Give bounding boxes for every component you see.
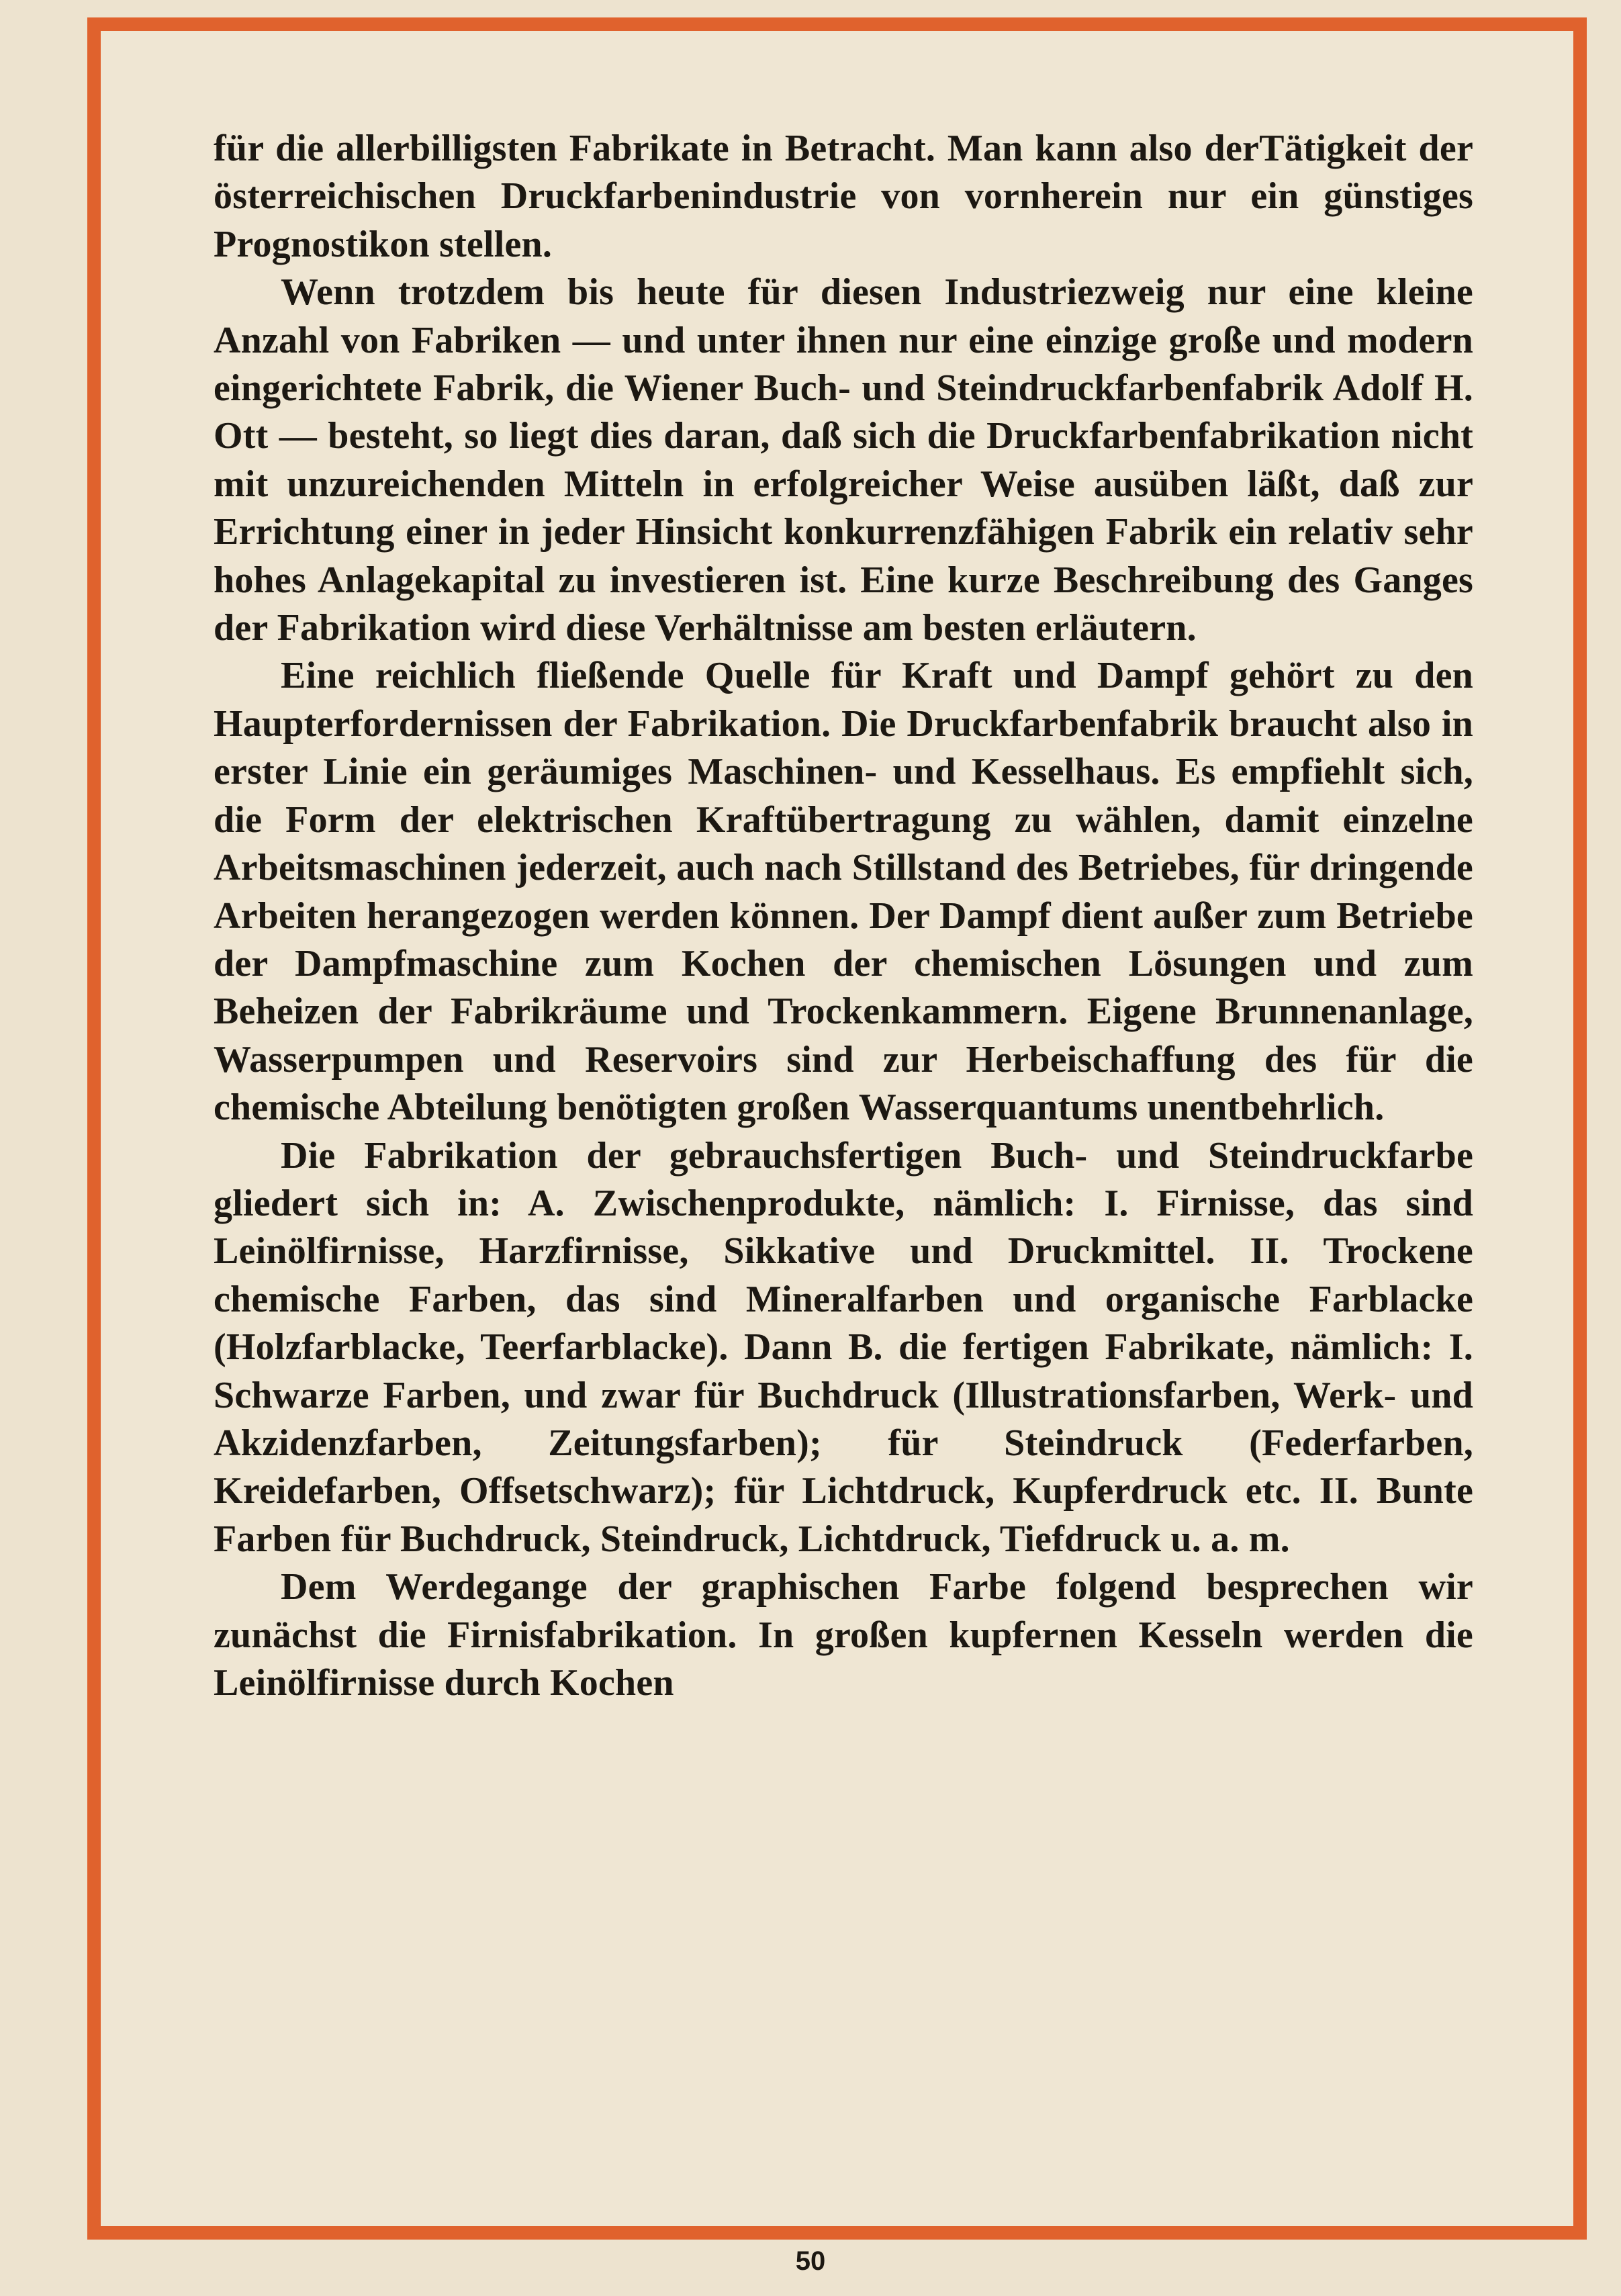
paragraph-1: für die allerbilligsten Fabrikate in Betracht. Man kann also derTätigkeit der österreichischen Druckfarbenindustrie von vornherein nur ein günstiges Prognostikon stellen.	[214, 128, 1473, 265]
paragraph-5: Dem Werdegange der graphischen Farbe folgend besprechen wir zunächst die Firnisfabrikation. In großen kupfernen Kesseln werden die Leinölfirnisse durch Kochen	[214, 1566, 1473, 1704]
paragraph-2: Wenn trotzdem bis heute für diesen Industriezweig nur eine kleine Anzahl von Fabriken — und unter ihnen nur eine einzige große und modern eingerichtete Fabrik, die Wiener Buch- und Steindruckfarbenfabrik Adolf H. Ott — besteht, so liegt dies daran, daß sich die Druckfarbenfabrikation nicht mit unzureichenden Mitteln in erfolgreicher Weise ausüben läßt, daß zur Errichtung einer in jeder Hinsicht konkurrenzfähigen Fabrik ein relativ sehr hohes Anlagekapital zu investieren ist. Eine kurze Beschreibung des Ganges der Fabrikation wird diese Verhältnisse am besten erläutern.	[214, 271, 1473, 649]
body-text	[214, 125, 1473, 1707]
paragraph-3: Eine reichlich fließende Quelle für Kraft und Dampf gehört zu den Haupterfordernissen der Fabrikation. Die Druckfarbenfabrik braucht also in erster Linie ein geräumiges Maschinen- und Kesselhaus. Es empfiehlt sich, die Form der elektrischen Kraftübertragung zu wählen, damit einzelne Arbeitsmaschinen jederzeit, auch nach Stillstand des Betriebes, für dringende Arbeiten herangezogen werden können. Der Dampf dient außer zum Betriebe der Dampfmaschine zum Kochen der chemischen Lösungen und zum Beheizen der Fabrikräume und Trockenkammern. Eigene Brunnenanlage, Wasserpumpen und Reservoirs sind zur Herbeischaffung des für die chemische Abteilung benötigten großen Wasserquantums unentbehrlich.	[214, 655, 1473, 1129]
paragraph-4: Die Fabrikation der gebrauchsfertigen Buch- und Steindruckfarbe gliedert sich in: A. Zwischenprodukte, nämlich: I. Firnisse, das sind Leinölfirnisse, Harzfirnisse, Sikkative und Druckmittel. II. Trockene chemische Farben, das sind Mineralfarben und organische Farblacke (Holzfarblacke, Teerfarblacke). Dann B. die fertigen Fabrikate, nämlich: I. Schwarze Farben, und zwar für Buchdruck (Illustrationsfarben, Werk- und Akzidenzfarben, Zeitungsfarben); für Steindruck (Federfarben, Kreidefarben, Offsetschwarz); für Lichtdruck, Kupferdruck etc. II. Bunte Farben für Buchdruck, Steindruck, Lichtdruck, Tiefdruck u. a. m.	[214, 1134, 1473, 1560]
page-number: 50	[795, 2246, 826, 2276]
